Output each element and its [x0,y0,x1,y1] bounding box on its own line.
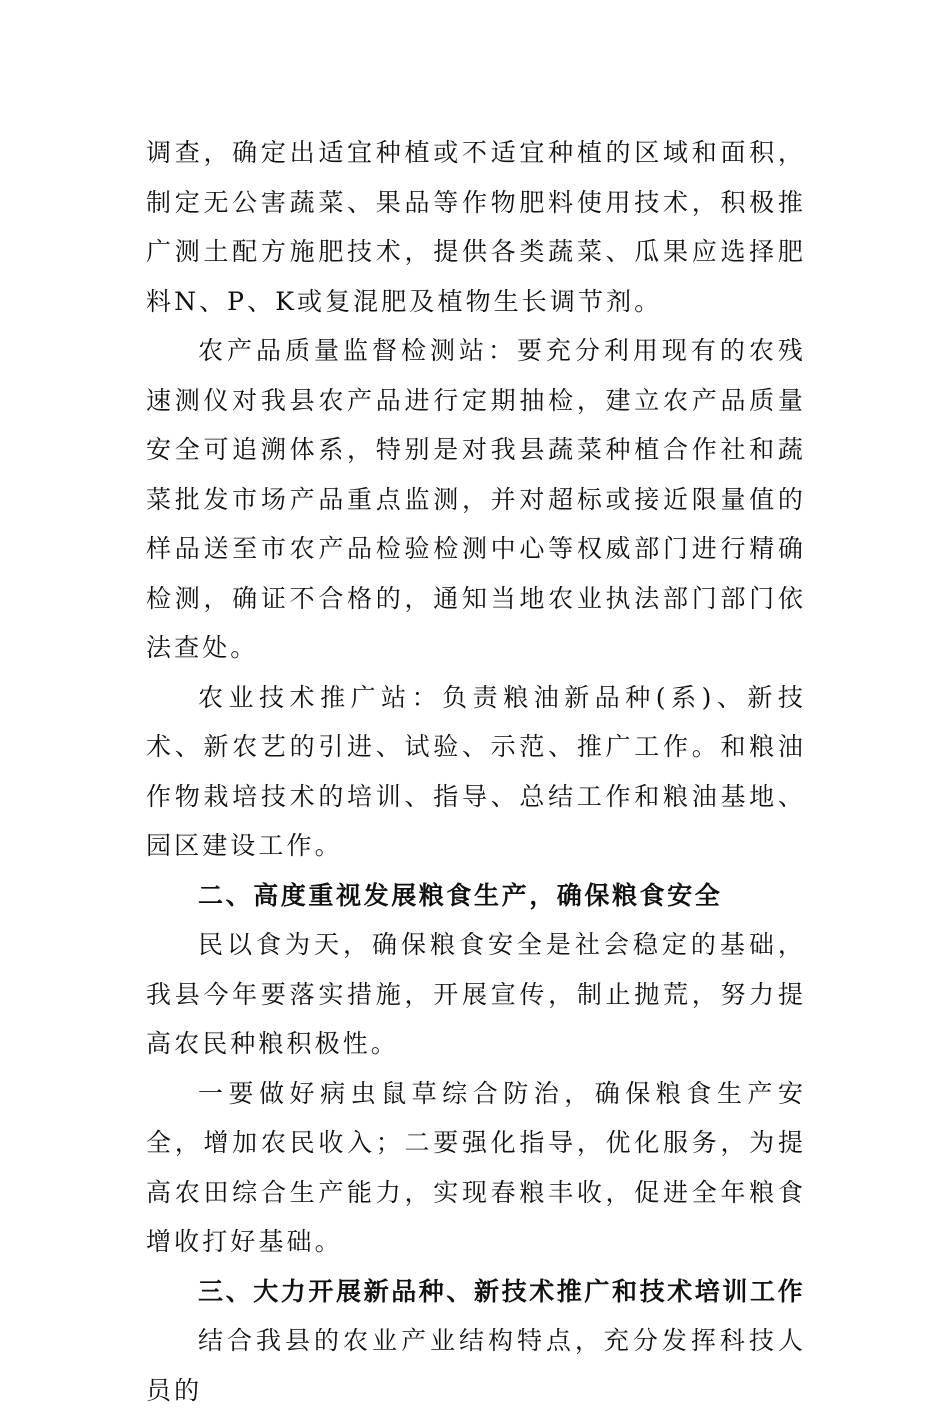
paragraph-pest-control: 一要做好病虫鼠草综合防治，确保粮食生产安全，增加农民收入；二要强化指导，优化服务，为提高农田综合生产能力，实现春粮丰收，促进全年粮食增收打好基础。 [146,1078,806,1256]
document-body [146,128,806,1415]
paragraph-quality-station: 农产品质量监督检测站：要充分利用现有的农残速测仪对我县农产品进行定期抽检，建立农产品质量安全可追溯体系，特别是对我县蔬菜种植合作社和蔬菜批发市场产品重点监测，并对超标或接近限量值的样品送至市农产品检验检测中心等权威部门进行精确检测，确证不合格的，通知当地农业执法部门部门依法查处。 [146,336,806,662]
paragraph-soil-survey: 调查，确定出适宜种植或不适宜种植的区域和面积，制定无公害蔬菜、果品等作物肥料使用技术，积极推广测土配方施肥技术，提供各类蔬菜、瓜果应选择肥料N、P、K或复混肥及植物生长调节剂。 [146,138,806,316]
section-heading-new-varieties: 三、大力开展新品种、新技术推广和技术培训工作 [198,1276,806,1306]
paragraph-industry-structure: 结合我县的农业产业结构特点，充分发挥科技人员的 [146,1326,806,1405]
paragraph-tech-promotion-station: 农业技术推广站：负责粮油新品种(系)、新技术、新农艺的引进、试验、示范、推广工作。和粮油作物栽培技术的培训、指导、总结工作和粮油基地、园区建设工作。 [146,682,806,860]
paragraph-food-security: 民以食为天，确保粮食安全是社会稳定的基础，我县今年要落实措施，开展宣传，制止抛荒，努力提高农民种粮积极性。 [146,930,806,1058]
section-heading-grain-production: 二、高度重视发展粮食生产，确保粮食安全 [198,880,723,910]
